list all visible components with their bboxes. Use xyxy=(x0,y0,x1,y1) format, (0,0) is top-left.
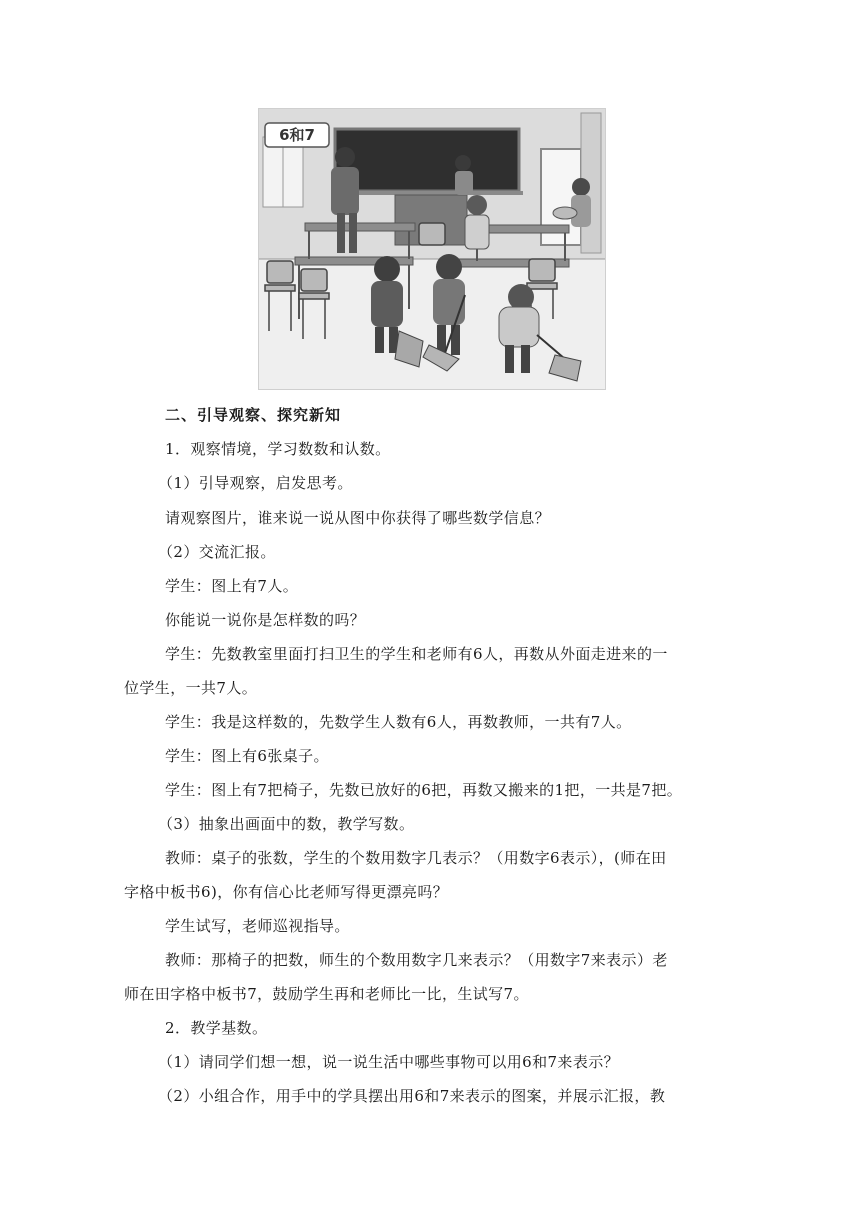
text-line: 位学生，一共7人。 xyxy=(124,679,258,697)
text-line: 学生：图上有7把椅子，先数已放好的6把，再数又搬来的1把，一共是7把。 xyxy=(165,781,683,799)
student-at-board-icon xyxy=(455,155,473,195)
text-line: 你能说一说你是怎样数的吗？ xyxy=(165,611,366,629)
classroom-illustration xyxy=(258,108,606,390)
text-line: 学生试写，老师巡视指导。 xyxy=(165,917,350,935)
text-line: （1）引导观察，启发思考。 xyxy=(158,474,353,492)
text-line: 学生：我是这样数的，先数学生人数有6人，再数教师，一共有7人。 xyxy=(165,713,632,731)
classroom-scene xyxy=(259,109,605,389)
text-line: 字格中板书6)，你有信心比老师写得更漂亮吗？ xyxy=(124,883,449,901)
text-line: （1）请同学们想一想，说一说生活中哪些事物可以用6和7来表示？ xyxy=(158,1053,620,1071)
text-line: （2）小组合作，用手中的学具摆出用6和7来表示的图案，并展示汇报，教 xyxy=(158,1087,666,1105)
text-line: 2．教学基数。 xyxy=(165,1019,268,1037)
chalkboard-icon xyxy=(331,129,523,195)
text-line: （3）抽象出画面中的数，教学写数。 xyxy=(158,815,415,833)
text-line: 学生：图上有7人。 xyxy=(165,577,299,595)
lesson-label xyxy=(265,123,329,147)
student-carrying-chair-icon xyxy=(465,195,489,249)
lesson-label-text: 6和7 xyxy=(279,126,315,144)
text-line: 请观察图片，谁来说一说从图中你获得了哪些数学信息？ xyxy=(165,509,551,527)
text-line: 学生：先数教室里面打扫卫生的学生和老师有6人，再数从外面走进来的一 xyxy=(165,645,668,663)
text-line: 师在田字格中板书7，鼓励学生再和老师比一比，生试写7。 xyxy=(124,985,529,1003)
text-line: 教师：那椅子的把数，师生的个数用数字几来表示？（用数字7来表示）老 xyxy=(165,951,668,969)
text-line: （2）交流汇报。 xyxy=(158,543,276,561)
text-line: 1．观察情境，学习数数和认数。 xyxy=(165,440,391,458)
text-line: 教师：桌子的张数，学生的个数用数字几表示？（用数字6表示），(师在田 xyxy=(165,849,667,867)
text-line: 学生：图上有6张桌子。 xyxy=(165,747,329,765)
section-heading: 二、引导观察、探究新知 xyxy=(165,406,342,424)
